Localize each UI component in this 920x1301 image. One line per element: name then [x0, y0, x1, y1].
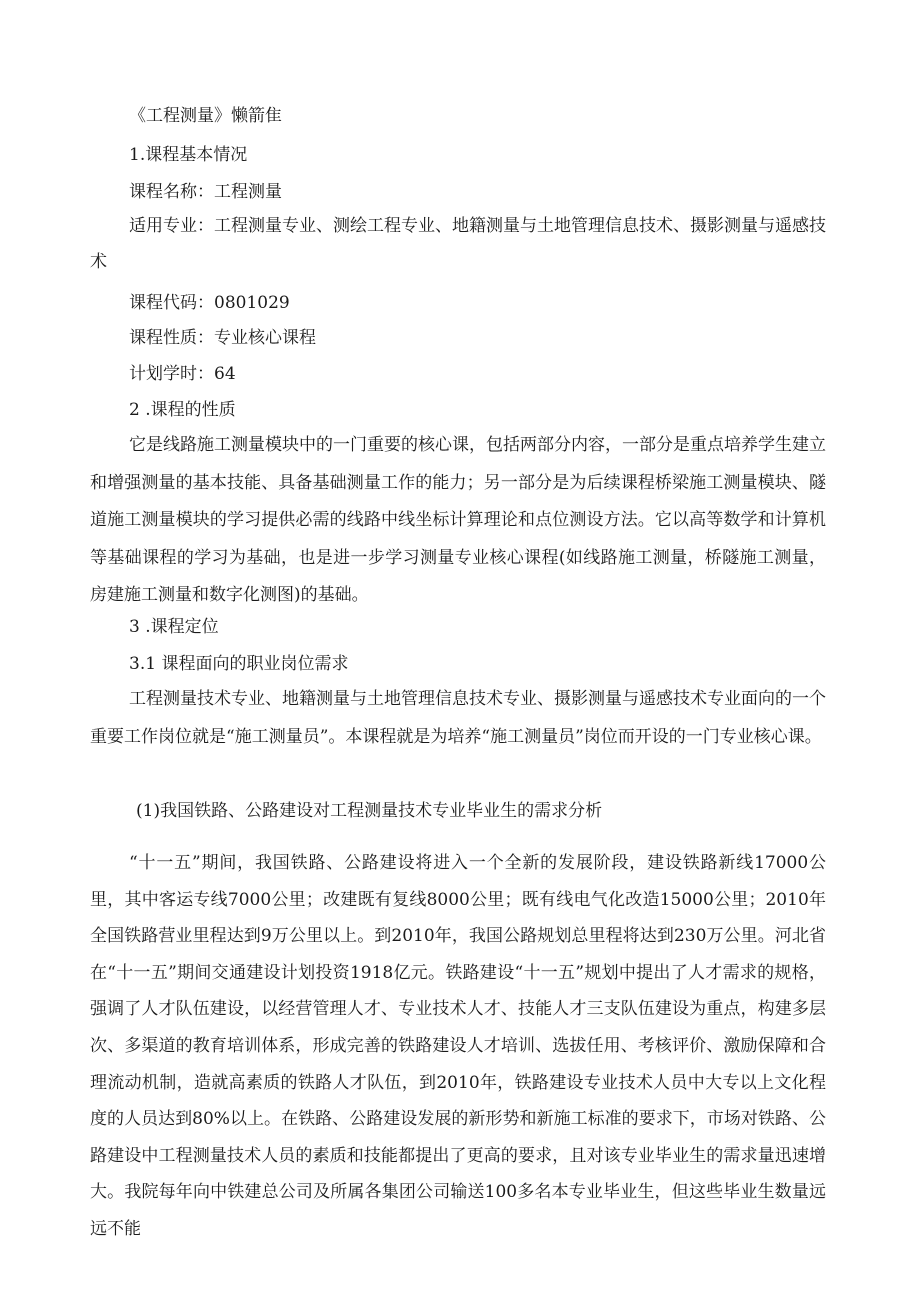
demand-analysis-paragraph: “十一五”期间，我国铁路、公路建设将进入一个全新的发展阶段，建设铁路新线17000公里，其中客运专线7000公里；改建既有复线8000公里；既有线电气化改造15000公里；2010年全国铁路营业里程达到9万公里以上。到2010年，我国公路规划总里程将达到230万公里。河北省在“十一五”期间交通建设计划投资1918亿元。铁路建设“十一五”规划中提出了人才需求的规格，强调了人才队伍建设，以经营管理人才、专业技术人才、技能人才三支队伍建设为重点，构建多层次、多渠道的教育培训体系，形成完善的铁路建设人才培训、选拔任用、考核评价、激励保障和合理流动机制，造就高素质的铁路人才队伍，到2010年，铁路建设专业技术人员中大专以上文化程度的人员达到80%以上。在铁路、公路建设发展的新形势和新施工标准的要求下，市场对铁路、公路建设中工程测量技术人员的素质和技能都提出了更高的要求，且对该专业毕业生的需求量迅速增大。我院每年向中铁建总公司及所属各集团公司输送100多名本专业毕业生，但这些毕业生数量远远不能 — [90, 853, 826, 1239]
subsection-heading-job-demand: 3.1 课程面向的职业岗位需求 — [129, 654, 349, 674]
applicable-majors: 适用专业：工程测量专业、测绘工程专业、地籍测量与土地管理信息技术、摄影测量与遥感技术 — [90, 216, 826, 272]
course-nature: 课程性质：专业核心课程 — [129, 328, 316, 348]
demand-analysis-heading: (1)我国铁路、公路建设对工程测量技术专业毕业生的需求分析 — [136, 801, 603, 821]
document-title: 《工程测量》懒箭隹 — [129, 106, 282, 126]
section-heading-course-positioning: 3 .课程定位 — [129, 617, 219, 637]
course-name: 课程名称：工程测量 — [129, 182, 282, 202]
section-heading-course-nature: 2 .课程的性质 — [129, 400, 236, 420]
course-code: 课程代码：0801029 — [129, 293, 290, 313]
job-demand-paragraph: 工程测量技术专业、地籍测量与土地管理信息技术专业、摄影测量与遥感技术专业面向的一个重要工作岗位就是“施工测量员”。本课程就是为培养“施工测量员”岗位而开设的一门专业核心课。 — [90, 689, 826, 747]
course-nature-paragraph: 它是线路施工测量模块中的一门重要的核心课，包括两部分内容，一部分是重点培养学生建立和增强测量的基本技能、具备基础测量工作的能力；另一部分是为后续课程桥梁施工测量模块、隧道施工测量模块的学习提供必需的线路中线坐标计算理论和点位测设方法。它以高等数学和计算机等基础课程的学习为基础，也是进一步学习测量专业核心课程(如线路施工测量，桥隧施工测量，房建施工测量和数字化测图)的基础。 — [90, 435, 826, 605]
section-heading-basic-info: 1.课程基本情况 — [129, 145, 248, 165]
planned-hours: 计划学时：64 — [129, 364, 236, 384]
